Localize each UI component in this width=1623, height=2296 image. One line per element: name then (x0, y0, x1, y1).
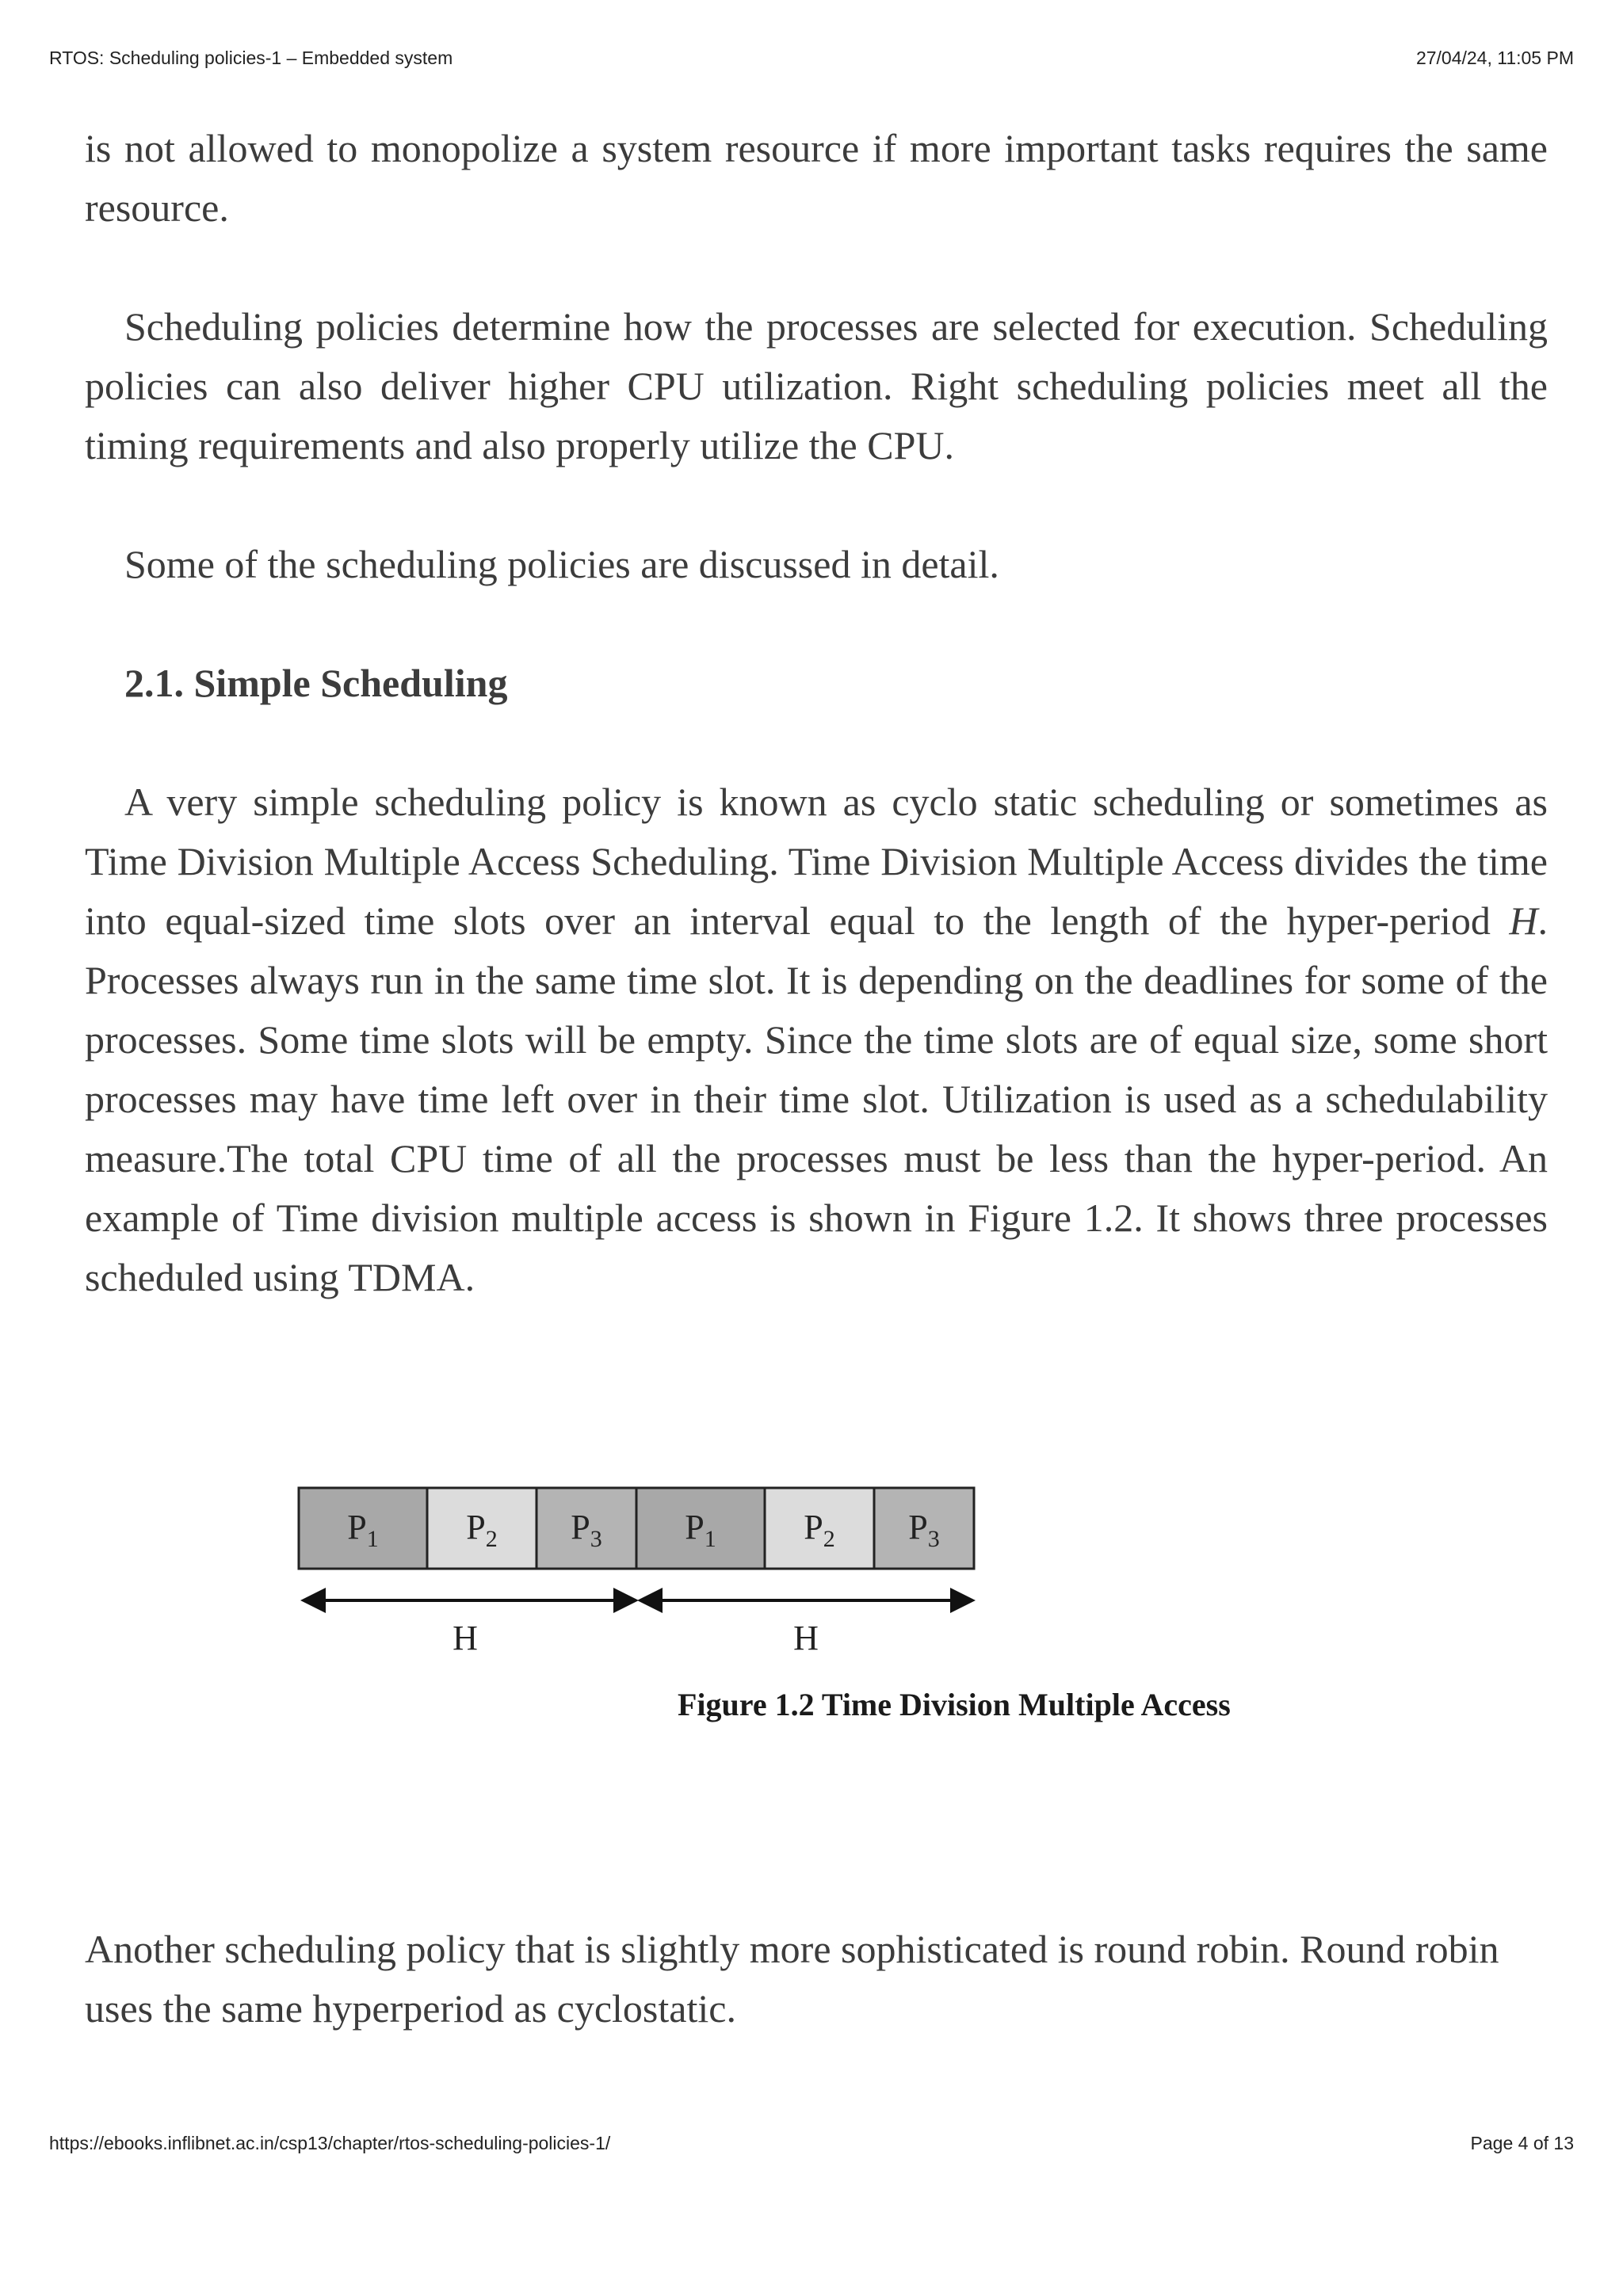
article-body (85, 119, 1548, 1307)
print-datetime: 27/04/24, 11:05 PM (1415, 48, 1574, 68)
time-slot-label: $P_1$ (685, 1508, 716, 1552)
paragraph-scheduling-policies: Scheduling policies determine how the processes are selected for execution. Scheduling policies can also deliver higher CPU utilization. Right scheduling policies meet all the timing requirements and also properly utilize the CPU. (85, 304, 1548, 467)
paragraph-continuation: is not allowed to monopolize a system resource if more important tasks requires the same resource. (85, 126, 1548, 230)
paragraph-simple-scheduling (85, 772, 1548, 1307)
page-url: https://ebooks.inflibnet.ac.in/csp13/chapter/rtos-scheduling-policies-1/ (49, 2133, 611, 2153)
closing-section (85, 1920, 1548, 2039)
time-slot-label: $P_2$ (466, 1508, 498, 1552)
page-title: RTOS: Scheduling policies-1 – Embedded system (49, 48, 453, 68)
print-header (49, 48, 1574, 69)
figure-caption: Figure 1.2 Time Division Multiple Access (678, 1687, 1231, 1722)
hyper-period-label-2: H (793, 1619, 819, 1657)
paragraph-text-part-2: . Processes always run in the same time slot. It is depending on the deadlines for some of the processes. Some time slots will be empty. Since the time slots are of equal size, some short processes may have time left over in their time slot. Utilization is used as a schedulability measure.The total CPU time of all the processes must be less than the hyper-period. An example of Time division multiple access is shown in Figure 1.2. It shows three processes scheduled using TDMA. (85, 898, 1548, 1299)
paragraph-round-robin: Another scheduling policy that is slightly more sophisticated is round robin. Round robin uses the same hyperperiod as cyclostatic. (85, 1927, 1499, 2031)
paragraph-intro: Some of the scheduling policies are discussed in detail. (124, 542, 999, 586)
time-slot-label: $P_2$ (804, 1508, 835, 1552)
section-heading: 2.1. Simple Scheduling (124, 661, 508, 705)
print-footer (49, 2133, 1574, 2154)
time-slot-row (299, 1488, 974, 1569)
paragraph-text-part-1: A very simple scheduling policy is known as cyclo static scheduling or sometimes as Time Division Multiple Access Scheduling. Time Division Multiple Access divides the time into equal-sized time slots over an interval equal to the length of the hyper-period (85, 780, 1548, 943)
time-slot-label: $P_3$ (908, 1508, 940, 1552)
hyper-period-symbol: H (1509, 898, 1538, 943)
page-number: Page 4 of 13 (1470, 2133, 1574, 2153)
time-slot-label: $P_3$ (571, 1508, 602, 1552)
time-slot-label: $P_1$ (347, 1508, 379, 1552)
hyper-period-label-1: H (453, 1619, 478, 1657)
